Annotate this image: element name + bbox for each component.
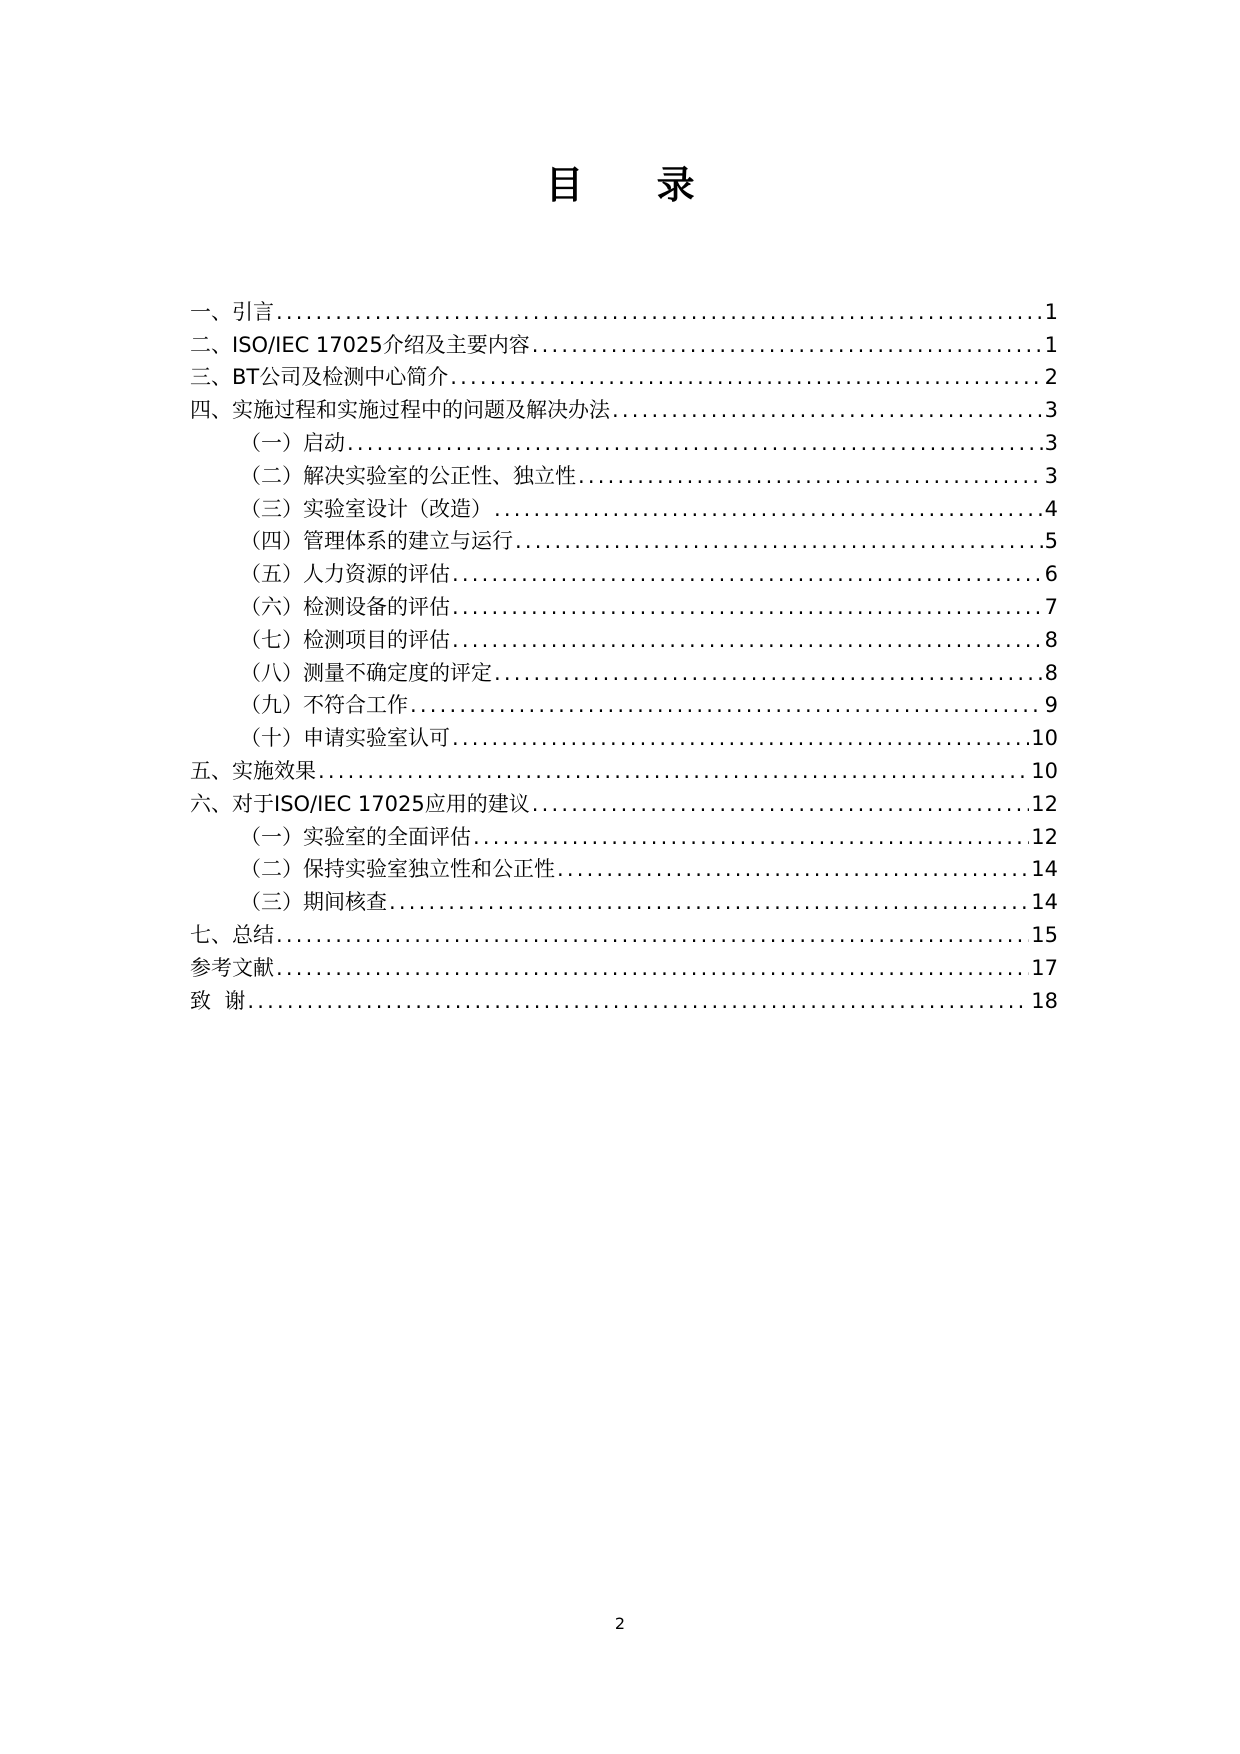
toc-entry[interactable] <box>190 784 1058 817</box>
toc-entry[interactable] <box>190 489 1058 522</box>
toc-entry[interactable] <box>190 751 1058 784</box>
toc-entry-label: 三、BT公司及检测中心简介 <box>190 365 449 390</box>
toc-leader-dots <box>452 561 1043 587</box>
toc-entry-page: 14 <box>1031 890 1058 915</box>
toc-entry-label: （八）测量不确定度的评定 <box>240 660 492 685</box>
toc-entry-page: 1 <box>1044 332 1058 357</box>
toc-entry-label: 六、对于ISO/IEC 17025应用的建议 <box>190 791 530 816</box>
toc-leader-dots <box>410 692 1043 718</box>
toc-leader-dots <box>450 364 1042 390</box>
toc-entry-page: 12 <box>1031 824 1058 849</box>
toc-entry-page: 14 <box>1031 857 1058 882</box>
toc-entry-page: 3 <box>1044 463 1058 488</box>
toc-entry-label: （六）检测设备的评估 <box>240 594 450 619</box>
toc-entry-page: 8 <box>1044 660 1058 685</box>
toc-leader-dots <box>557 856 1029 882</box>
toc-entry[interactable] <box>190 554 1058 587</box>
toc-leader-dots <box>612 397 1043 423</box>
toc-entry-label: （二）解决实验室的公正性、独立性 <box>240 463 576 488</box>
toc-entry-label: （一）启动 <box>240 430 345 455</box>
toc-leader-dots <box>515 528 1043 554</box>
toc-entry-label: （三）期间核查 <box>240 890 387 915</box>
toc-leader-dots <box>347 430 1043 456</box>
table-of-contents <box>190 292 1058 1014</box>
toc-leader-dots <box>452 594 1043 620</box>
toc-entry-label: （九）不符合工作 <box>240 693 408 718</box>
toc-leader-dots <box>494 660 1043 686</box>
toc-entry-page: 3 <box>1044 430 1058 455</box>
toc-entry-page: 3 <box>1044 398 1058 423</box>
toc-leader-dots <box>318 758 1029 784</box>
toc-entry-label: 参考文献 <box>190 955 274 980</box>
toc-entry[interactable] <box>190 456 1058 489</box>
toc-entry[interactable] <box>190 686 1058 719</box>
toc-entry[interactable] <box>190 718 1058 751</box>
toc-leader-dots <box>276 955 1029 981</box>
toc-leader-dots <box>389 889 1029 915</box>
toc-entry-label: （五）人力资源的评估 <box>240 562 450 587</box>
toc-entry-label: （一）实验室的全面评估 <box>240 824 471 849</box>
toc-entry-page: 8 <box>1044 627 1058 652</box>
toc-entry-label: （二）保持实验室独立性和公正性 <box>240 857 555 882</box>
toc-entry[interactable] <box>190 423 1058 456</box>
toc-entry-label: 五、实施效果 <box>190 758 316 783</box>
toc-entry-page: 5 <box>1044 529 1058 554</box>
toc-entry-page: 9 <box>1044 693 1058 718</box>
toc-entry-label: 二、ISO/IEC 17025介绍及主要内容 <box>190 332 530 357</box>
toc-entry[interactable] <box>190 325 1058 358</box>
toc-entry[interactable] <box>190 522 1058 555</box>
page-number: 2 <box>614 1614 626 1633</box>
toc-entry[interactable] <box>190 358 1058 391</box>
toc-entry-label: （三）实验室设计（改造） <box>240 496 492 521</box>
toc-entry-page: 7 <box>1044 594 1058 619</box>
toc-entry-label: 致 谢 <box>190 988 246 1013</box>
toc-entry[interactable] <box>190 850 1058 883</box>
toc-entry[interactable] <box>190 915 1058 948</box>
toc-entry-page: 1 <box>1044 299 1058 324</box>
toc-entry-page: 17 <box>1031 955 1058 980</box>
toc-entry[interactable] <box>190 390 1058 423</box>
toc-entry-page: 12 <box>1031 791 1058 816</box>
toc-entry-page: 2 <box>1044 365 1058 390</box>
toc-entry[interactable] <box>190 653 1058 686</box>
toc-leader-dots <box>473 824 1029 850</box>
toc-entry-page: 15 <box>1031 922 1058 947</box>
toc-leader-dots <box>452 627 1043 653</box>
toc-entry-page: 4 <box>1044 496 1058 521</box>
toc-entry[interactable] <box>190 981 1058 1014</box>
toc-entry[interactable] <box>190 620 1058 653</box>
toc-entry-label: （十）申请实验室认可 <box>240 726 450 751</box>
toc-entry[interactable] <box>190 882 1058 915</box>
toc-entry-label: 七、总结 <box>190 922 274 947</box>
toc-leader-dots <box>276 922 1029 948</box>
toc-leader-dots <box>532 791 1030 817</box>
toc-entry-label: 一、引言 <box>190 299 274 324</box>
page-title: 目 录 <box>545 163 725 207</box>
toc-entry-page: 10 <box>1031 726 1058 751</box>
toc-entry-page: 10 <box>1031 758 1058 783</box>
toc-leader-dots <box>452 725 1029 751</box>
toc-leader-dots <box>578 463 1043 489</box>
toc-entry[interactable] <box>190 948 1058 981</box>
toc-entry-page: 6 <box>1044 562 1058 587</box>
toc-entry-label: 四、实施过程和实施过程中的问题及解决办法 <box>190 398 610 423</box>
toc-entry[interactable] <box>190 817 1058 850</box>
toc-entry[interactable] <box>190 292 1058 325</box>
toc-leader-dots <box>532 332 1043 358</box>
toc-entry-label: （四）管理体系的建立与运行 <box>240 529 513 554</box>
toc-entry-page: 18 <box>1031 988 1058 1013</box>
toc-leader-dots <box>247 988 1029 1014</box>
toc-entry[interactable] <box>190 587 1058 620</box>
toc-leader-dots <box>494 496 1043 522</box>
toc-entry-label: （七）检测项目的评估 <box>240 627 450 652</box>
toc-leader-dots <box>276 299 1043 325</box>
